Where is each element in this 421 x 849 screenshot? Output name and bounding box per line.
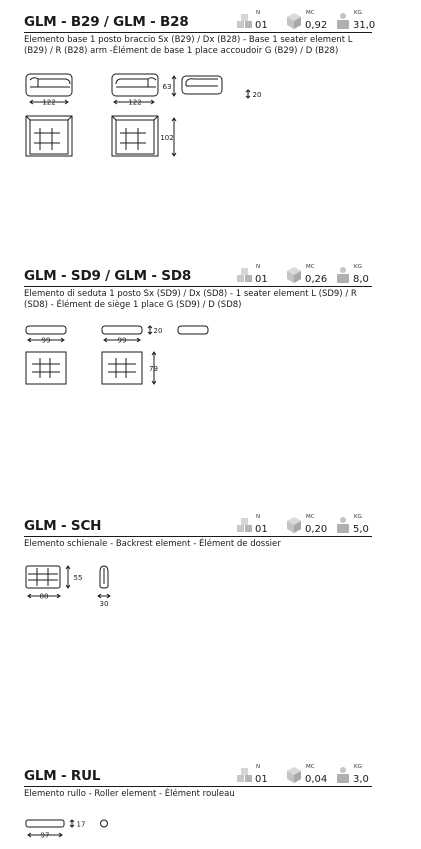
kg-label: KG — [354, 764, 362, 770]
section-header — [24, 10, 376, 33]
cube-icon — [286, 766, 302, 784]
packages-spec — [236, 514, 272, 534]
weight-spec — [336, 10, 376, 30]
front-view-right — [112, 74, 158, 96]
arm-side-view — [182, 76, 222, 94]
n-value: 01 — [255, 774, 268, 785]
product-description: Elemento rullo - Roller element - Élément rouleau — [24, 789, 235, 799]
mc-value: 0,26 — [305, 274, 328, 285]
product-section-rul — [24, 764, 372, 840]
kg-label: KG — [354, 514, 362, 520]
dim-depth: 102 — [160, 134, 174, 142]
dim-width: 97 — [40, 831, 50, 840]
product-code-title: GLM - B29 / GLM - B28 — [24, 14, 189, 30]
roller-side-view — [101, 820, 108, 827]
dim-width-2: 99 — [117, 336, 127, 345]
seat-front-right — [102, 326, 142, 334]
weight-spec — [336, 514, 376, 534]
seat-top-right — [102, 352, 142, 384]
dim-depth: 30 — [99, 600, 109, 608]
top-view-left — [26, 116, 72, 156]
boxes-icon — [236, 516, 254, 534]
product-code-title: GLM - SD9 / GLM - SD8 — [24, 268, 192, 284]
dim-width-2: 122 — [128, 98, 142, 107]
packages-spec — [236, 264, 272, 284]
front-view-left — [26, 74, 72, 96]
product-code-title: GLM - SCH — [24, 518, 102, 534]
mc-value: 0,04 — [305, 774, 328, 785]
weight-icon — [336, 266, 350, 284]
section-header — [24, 514, 372, 537]
weight-spec — [336, 264, 376, 284]
product-section-b29-b28 — [24, 10, 376, 142]
seat-top-left — [26, 352, 66, 384]
kg-value: 3,0 — [353, 774, 369, 785]
kg-value: 5,0 — [353, 524, 369, 535]
weight-icon — [336, 516, 350, 534]
kg-value: 31,0 — [353, 20, 376, 31]
dim-arm: 20 — [252, 91, 262, 99]
cube-icon — [286, 12, 302, 30]
top-view-right — [112, 116, 158, 156]
dim-height: 63 — [162, 83, 172, 91]
dim-width: 88 — [39, 592, 49, 601]
product-description: Elemento base 1 posto braccio Sx (B29) / Dx (B28) - Base 1 seater element L (B29) / R (B28) arm -Élément de base 1 place accoudoir G (B29) / D (B28) — [24, 35, 353, 56]
mc-label: MC — [306, 764, 315, 770]
boxes-icon — [236, 12, 254, 30]
packages-spec — [236, 764, 272, 784]
weight-spec — [336, 764, 376, 784]
mc-value: 0,92 — [305, 20, 328, 31]
kg-label: KG — [354, 10, 362, 16]
kg-label: KG — [354, 264, 362, 270]
seat-side-view — [178, 326, 208, 334]
packages-spec — [236, 10, 272, 30]
boxes-icon — [236, 766, 254, 784]
n-label: N — [256, 514, 261, 520]
roller-front-view — [26, 820, 64, 827]
product-section-sch — [24, 514, 372, 608]
cube-icon — [286, 516, 302, 534]
volume-spec — [286, 764, 330, 784]
mc-label: MC — [306, 264, 315, 270]
mc-label: MC — [306, 10, 315, 16]
section-header — [24, 264, 372, 287]
n-label: N — [256, 264, 261, 270]
seat-front-left — [26, 326, 66, 334]
backrest-side-view — [100, 566, 108, 588]
kg-value: 8,0 — [353, 274, 369, 285]
product-description: Elemento schienale - Backrest element - Élément de dossier — [24, 539, 281, 549]
product-code-title: GLM - RUL — [24, 768, 101, 784]
technical-drawing — [24, 324, 244, 390]
boxes-icon — [236, 266, 254, 284]
dim-height: 55 — [73, 574, 83, 582]
technical-drawing — [24, 70, 284, 170]
weight-icon — [336, 766, 350, 784]
volume-spec — [286, 10, 330, 30]
section-header — [24, 764, 372, 787]
weight-icon — [336, 12, 350, 30]
technical-drawing — [24, 818, 144, 844]
dim-height: 17 — [76, 820, 86, 829]
mc-value: 0,20 — [305, 524, 328, 535]
n-label: N — [256, 10, 261, 16]
cube-icon — [286, 266, 302, 284]
n-value: 01 — [255, 274, 268, 285]
volume-spec — [286, 264, 330, 284]
n-label: N — [256, 764, 261, 770]
mc-label: MC — [306, 514, 315, 520]
product-section-sd9-sd8 — [24, 264, 372, 373]
dim-width-1: 122 — [42, 98, 56, 107]
n-value: 01 — [255, 524, 268, 535]
dim-height: 20 — [153, 327, 163, 335]
n-value: 01 — [255, 20, 268, 31]
dim-width-1: 99 — [41, 336, 51, 345]
technical-drawing — [24, 564, 164, 614]
volume-spec — [286, 514, 330, 534]
backrest-front-view — [26, 566, 60, 588]
product-description: Elemento di seduta 1 posto Sx (SD9) / Dx (SD8) - 1 seater element L (SD9) / R (SD8) - Élément de siège 1 place G (SD9) / D (SD8) — [24, 289, 357, 310]
dim-depth: 79 — [149, 365, 158, 373]
